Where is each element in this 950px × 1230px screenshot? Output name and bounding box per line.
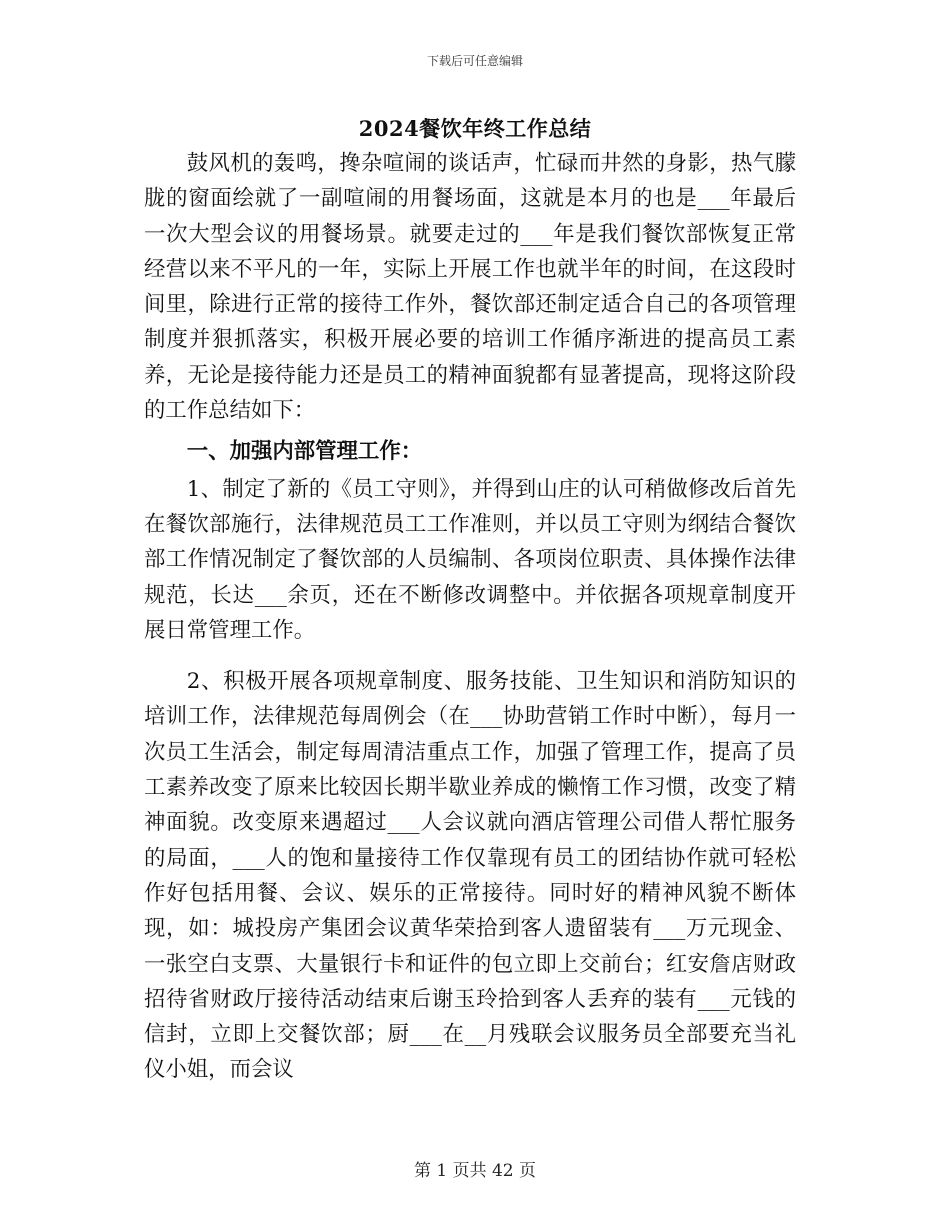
- page-header-note: 下载后可任意编辑: [426, 54, 523, 68]
- document-title: 2024餐饮年终工作总结: [358, 116, 592, 141]
- item-1-paragraph: 1、制定了新的《员工守则》，并得到山庄的认可稍做修改后首先在餐饮部施行，法律规范员工工作准则，并以员工守则为纲结合餐饮部工作情况制定了餐饮部的人员编制、各项岗位职责、具体操作法律规范，长达___余页，还在不断修改调整中。并依据各项规章制度开展日常管理工作。: [144, 476, 796, 643]
- intro-paragraph: 鼓风机的轰鸣，搀杂喧闹的谈话声，忙碌而井然的身影，热气朦胧的窗面绘就了一副喧闹的用餐场面，这就是本月的也是___年最后一次大型会议的用餐场景。就要走过的___年是我们餐饮部恢复正常经营以来不平凡的一年，实际上开展工作也就半年的时间，在这段时间里，除进行正常的接待工作外，餐饮部还制定适合自己的各项管理制度并狠抓落实，积极开展必要的培训工作循序渐进的提高员工素养，无论是接待能力还是员工的精神面貌都有显著提高，现将这阶段的工作总结如下：: [144, 151, 796, 424]
- item-2-paragraph: 2、积极开展各项规章制度、服务技能、卫生知识和消防知识的培训工作，法律规范每周例会（在___协助营销工作时中断），每月一次员工生活会，制定每周清洁重点工作，加强了管理工作，提高了员工素养改变了原来比较因长期半歇业养成的懒惰工作习惯，改变了精神面貌。改变原来遇超过___人会议就向酒店管理公司借人帮忙服务的局面，___人的饱和量接待工作仅靠现有员工的团结协作就可轻松作好包括用餐、会议、娱乐的正常接待。同时好的精神风貌不断体现，如：城投房产集团会议黄华荣拾到客人遗留装有___万元现金、一张空白支票、大量银行卡和证件的包立即上交前台；红安詹店财政招待省财政厅接待活动结束后谢玉玲拾到客人丢弃的装有___元钱的信封，立即上交餐饮部；厨___在__月残联会议服务员全部要充当礼仪小姐，而会议: [144, 669, 796, 1083]
- section-heading: 一、加强内部管理工作：: [186, 439, 423, 465]
- page-number-footer: 第 1 页共 42 页: [413, 1161, 537, 1181]
- document-body: [144, 146, 796, 1088]
